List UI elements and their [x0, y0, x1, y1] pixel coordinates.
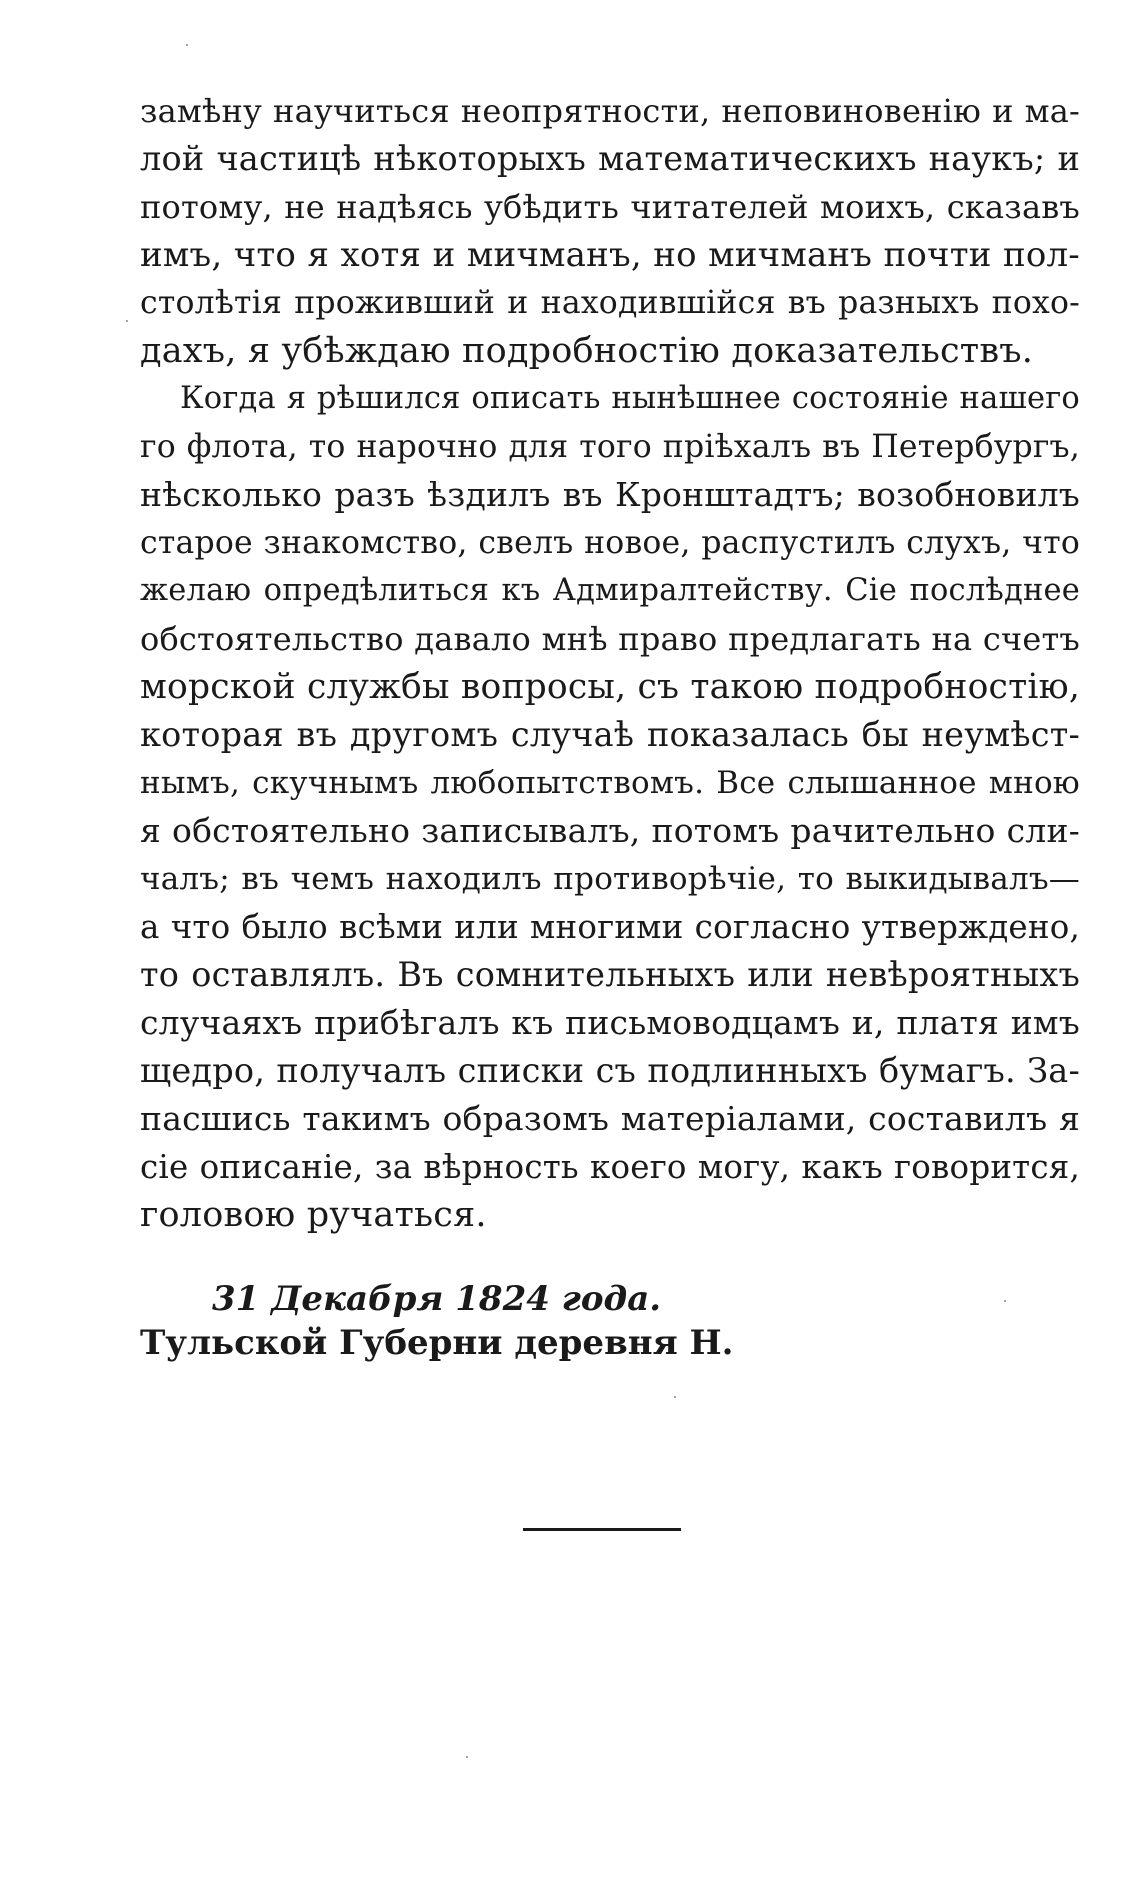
text-line: а что было всѣми или многими согласно утверждено, — [140, 908, 1080, 946]
paper-speck — [126, 320, 128, 322]
paper-speck — [1004, 1300, 1006, 1302]
text-line: имъ, что я хотя и мичманъ, но мичманъ почти пол- — [140, 235, 1080, 275]
text-line: которая въ другомъ случаѣ показалась бы неумѣст- — [140, 715, 1080, 754]
text-line: Когда я рѣшился описать нынѣшнее состояніе нашего — [180, 381, 1080, 416]
text-line: столѣтія проживший и находившійся въ разныхъ похо- — [140, 285, 1080, 321]
paper-speck — [466, 1756, 468, 1758]
text-line: лой частицѣ нѣкоторыхъ математическихъ наукъ; и — [140, 139, 1080, 178]
text-line: нымъ, скучнымъ любопытствомъ. Все слышанное мною — [140, 765, 1080, 801]
section-divider — [523, 1528, 681, 1531]
text-line: морской службы вопросы, съ такою подробностію, — [140, 667, 1080, 707]
text-line: сіе описаніе, за вѣрность коего могу, какъ говорится, — [140, 1148, 1080, 1186]
signature-date: 31 Декабря 1824 года. — [212, 1279, 662, 1319]
text-line: случаяхъ прибѣгалъ къ письмоводцамъ и, платя имъ — [140, 1003, 1080, 1042]
text-line: пасшись такимъ образомъ матеріалами, составилъ я — [140, 1099, 1080, 1138]
paper-speck — [674, 1396, 676, 1398]
text-line: обстоятельство давало мнѣ право предлагать на счетъ — [140, 620, 1080, 658]
text-line: чалъ; въ чемъ находилъ противорѣчіе, то выкидывалъ— — [140, 861, 1080, 897]
text-line: замѣну научиться неопрятности, неповиновенію и ма- — [140, 92, 1080, 130]
text-line: то оставлялъ. Въ сомнительныхъ или невѣроятныхъ — [140, 955, 1080, 994]
text-line: головою ручаться. — [140, 1195, 487, 1235]
text-line: старое знакомство, свелъ новое, распустилъ слухъ, что — [140, 525, 1080, 561]
text-line: нѣсколько разъ ѣздилъ въ Кронштадтъ; возобновилъ — [140, 475, 1080, 514]
text-line: желаю опредѣлиться къ Адмиралтейству. Сіе послѣднее — [140, 573, 1080, 608]
text-line: дахъ, я убѣждаю подробностію доказательствъ. — [140, 331, 1034, 371]
text-line: щедро, получалъ списки съ подлинныхъ бумагъ. За- — [140, 1051, 1080, 1090]
text-line: я обстоятельно записывалъ, потомъ рачительно сли- — [140, 811, 1080, 850]
paper-speck — [186, 44, 188, 46]
text-line: го флота, то нарочно для того пріѣхалъ въ Петербургъ, — [140, 429, 1080, 465]
text-line: потому, не надѣясь убѣдить читателей моихъ, сказавъ — [140, 188, 1080, 226]
signature-place: Тульской Губерни деревня Н. — [140, 1323, 734, 1363]
